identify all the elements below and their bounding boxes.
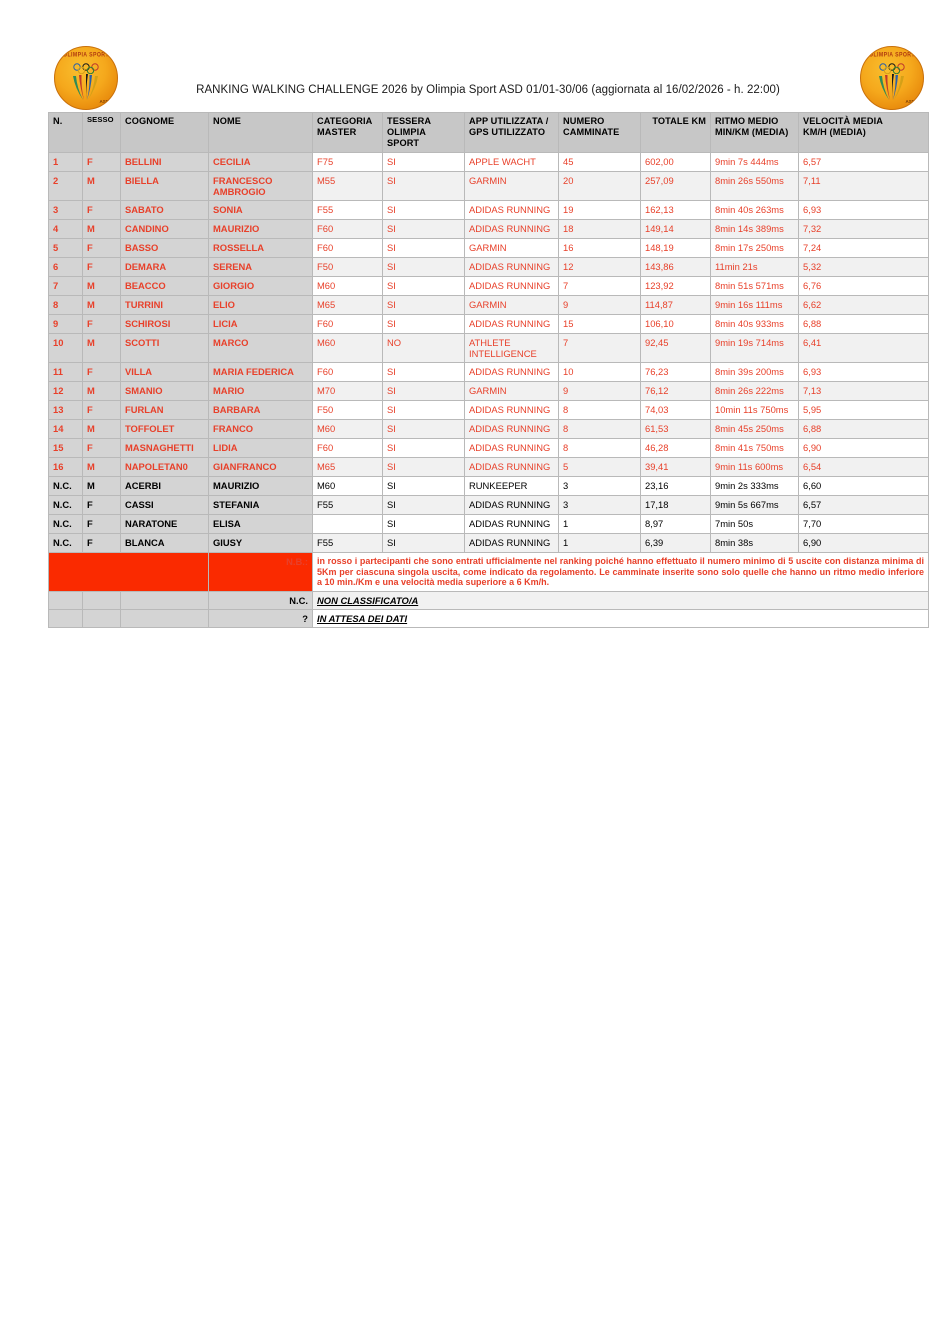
cell-vel: 6,93 xyxy=(799,200,929,219)
column-header-n: N. xyxy=(49,113,83,153)
cell-vel: 6,90 xyxy=(799,438,929,457)
cell-ritmo: 8min 45s 250ms xyxy=(711,419,799,438)
cell-n: 2 xyxy=(49,171,83,200)
cell-tessera: SI xyxy=(383,438,465,457)
legend-value-nc: NON CLASSIFICATO/A xyxy=(313,591,929,609)
cell-totkm: 143,86 xyxy=(641,257,711,276)
cell-sesso: M xyxy=(83,276,121,295)
cell-numcam: 9 xyxy=(559,381,641,400)
cell-nome: GIORGIO xyxy=(209,276,313,295)
table-row xyxy=(49,400,929,419)
cell-ritmo: 9min 5s 667ms xyxy=(711,495,799,514)
table-row xyxy=(49,276,929,295)
cell-vel: 7,70 xyxy=(799,514,929,533)
cell-tessera: SI xyxy=(383,314,465,333)
cell-totkm: 114,87 xyxy=(641,295,711,314)
table-row xyxy=(49,533,929,552)
cell-totkm: 602,00 xyxy=(641,152,711,171)
cell-cat: M55 xyxy=(313,171,383,200)
cell-app: GARMIN xyxy=(465,238,559,257)
cell-cognome: TOFFOLET xyxy=(121,419,209,438)
cell-sesso: F xyxy=(83,533,121,552)
cell-cognome: NAPOLETAN0 xyxy=(121,457,209,476)
cell-ritmo: 8min 51s 571ms xyxy=(711,276,799,295)
cell-n: 10 xyxy=(49,333,83,362)
cell-app: GARMIN xyxy=(465,171,559,200)
cell-cognome: FURLAN xyxy=(121,400,209,419)
cell-numcam: 5 xyxy=(559,457,641,476)
column-header-cognome: COGNOME xyxy=(121,113,209,153)
cell-totkm: 149,14 xyxy=(641,219,711,238)
column-header-line1: NUMERO xyxy=(563,116,605,126)
table-row xyxy=(49,438,929,457)
table-row xyxy=(49,457,929,476)
cell-numcam: 18 xyxy=(559,219,641,238)
cell-n: 13 xyxy=(49,400,83,419)
cell-app: ADIDAS RUNNING xyxy=(465,457,559,476)
cell-cognome: SCOTTI xyxy=(121,333,209,362)
column-header-velocita-media xyxy=(799,113,929,153)
legend-row-pending xyxy=(49,609,929,627)
cell-cat xyxy=(313,514,383,533)
cell-cat: M60 xyxy=(313,276,383,295)
logo-ring-text: OLIMPIA SPORT xyxy=(63,51,109,59)
table-row xyxy=(49,219,929,238)
cell-numcam: 7 xyxy=(559,333,641,362)
cell-n: 7 xyxy=(49,276,83,295)
cell-cognome: SMANIO xyxy=(121,381,209,400)
olimpia-sport-logo-right xyxy=(860,46,924,110)
cell-sesso: F xyxy=(83,514,121,533)
cell-vel: 6,88 xyxy=(799,314,929,333)
table-row xyxy=(49,152,929,171)
legend-key-pending: ? xyxy=(209,609,313,627)
cell-sesso: M xyxy=(83,295,121,314)
cell-nome: GIANFRANCO xyxy=(209,457,313,476)
cell-ritmo: 8min 26s 222ms xyxy=(711,381,799,400)
legend-spacer xyxy=(83,609,121,627)
cell-cat: F75 xyxy=(313,152,383,171)
cell-n: N.C. xyxy=(49,495,83,514)
column-header-totale-km: TOTALE KM xyxy=(641,113,711,153)
cell-numcam: 12 xyxy=(559,257,641,276)
table-row xyxy=(49,514,929,533)
cell-nome: MARIO xyxy=(209,381,313,400)
cell-app: ATHLETE INTELLIGENCE xyxy=(465,333,559,362)
cell-totkm: 76,23 xyxy=(641,362,711,381)
column-header-line1: TESSERA xyxy=(387,116,432,126)
cell-vel: 6,41 xyxy=(799,333,929,362)
document-header xyxy=(48,44,928,110)
column-header-line2: OLIMPIA SPORT xyxy=(387,126,426,148)
cell-nome: SERENA xyxy=(209,257,313,276)
column-header-categoria-master xyxy=(313,113,383,153)
cell-cat: F60 xyxy=(313,219,383,238)
cell-ritmo: 8min 38s xyxy=(711,533,799,552)
cell-sesso: M xyxy=(83,457,121,476)
cell-cognome: BLANCA xyxy=(121,533,209,552)
cell-nome: ROSSELLA xyxy=(209,238,313,257)
cell-cognome: SCHIROSI xyxy=(121,314,209,333)
cell-ritmo: 9min 19s 714ms xyxy=(711,333,799,362)
cell-nome: FRANCESCO AMBROGIO xyxy=(209,171,313,200)
cell-cat: M60 xyxy=(313,333,383,362)
cell-tessera: SI xyxy=(383,219,465,238)
cell-cat: F55 xyxy=(313,533,383,552)
olympic-rings-icon xyxy=(877,63,907,74)
note-text: in rosso i partecipanti che sono entrati ufficialmente nel ranking poiché hanno effettuato il numero minimo di 5 uscite con distanza minima di 5Km per ciascuna singola uscita, come indicato da regolamento. Le camminate inserite sono solo quelle che hanno un ritmo medio inferiore a 10 min./Km e una velocità media superiore a 6 Km/h. xyxy=(313,552,929,591)
cell-app: ADIDAS RUNNING xyxy=(465,219,559,238)
cell-cat: F60 xyxy=(313,238,383,257)
cell-vel: 7,32 xyxy=(799,219,929,238)
table-row xyxy=(49,200,929,219)
cell-app: ADIDAS RUNNING xyxy=(465,400,559,419)
cell-totkm: 17,18 xyxy=(641,495,711,514)
cell-cat: F50 xyxy=(313,400,383,419)
table-row xyxy=(49,495,929,514)
cell-tessera: SI xyxy=(383,152,465,171)
cell-app: ADIDAS RUNNING xyxy=(465,514,559,533)
cell-app: ADIDAS RUNNING xyxy=(465,419,559,438)
cell-cognome: BIELLA xyxy=(121,171,209,200)
cell-vel: 6,62 xyxy=(799,295,929,314)
cell-ritmo: 8min 14s 389ms xyxy=(711,219,799,238)
table-row xyxy=(49,476,929,495)
cell-numcam: 20 xyxy=(559,171,641,200)
column-header-app-gps xyxy=(465,113,559,153)
cell-cat: M65 xyxy=(313,295,383,314)
cell-vel: 6,76 xyxy=(799,276,929,295)
cell-totkm: 6,39 xyxy=(641,533,711,552)
column-header-line1: RITMO MEDIO xyxy=(715,116,779,126)
page-title: RANKING WALKING CHALLENGE 2026 by Olimpia Sport ASD 01/01-30/06 (aggiornata al 16/02/2026 - h. 22:00) xyxy=(196,84,780,96)
column-header-sesso: SESSO xyxy=(83,113,121,153)
legend-spacer xyxy=(83,591,121,609)
cell-cognome: NARATONE xyxy=(121,514,209,533)
cell-n: 14 xyxy=(49,419,83,438)
table-row xyxy=(49,295,929,314)
table-row xyxy=(49,257,929,276)
cell-totkm: 74,03 xyxy=(641,400,711,419)
cell-cognome: BELLINI xyxy=(121,152,209,171)
cell-numcam: 8 xyxy=(559,438,641,457)
cell-sesso: M xyxy=(83,171,121,200)
cell-ritmo: 8min 39s 200ms xyxy=(711,362,799,381)
cell-n: 15 xyxy=(49,438,83,457)
cell-numcam: 7 xyxy=(559,276,641,295)
cell-n: 1 xyxy=(49,152,83,171)
cell-vel: 6,93 xyxy=(799,362,929,381)
cell-nome: MARIA FEDERICA xyxy=(209,362,313,381)
cell-ritmo: 8min 26s 550ms xyxy=(711,171,799,200)
table-row xyxy=(49,333,929,362)
ranking-table xyxy=(48,112,929,628)
legend-key-nc: N.C. xyxy=(209,591,313,609)
cell-n: 5 xyxy=(49,238,83,257)
cell-vel: 7,24 xyxy=(799,238,929,257)
cell-numcam: 8 xyxy=(559,419,641,438)
cell-vel: 7,11 xyxy=(799,171,929,200)
cell-tessera: SI xyxy=(383,495,465,514)
cell-ritmo: 11min 21s xyxy=(711,257,799,276)
cell-cat: F55 xyxy=(313,200,383,219)
cell-numcam: 9 xyxy=(559,295,641,314)
table-row xyxy=(49,362,929,381)
cell-tessera: SI xyxy=(383,295,465,314)
cell-numcam: 3 xyxy=(559,495,641,514)
cell-totkm: 123,92 xyxy=(641,276,711,295)
cell-ritmo: 9min 16s 111ms xyxy=(711,295,799,314)
cell-tessera: SI xyxy=(383,257,465,276)
cell-tessera: SI xyxy=(383,362,465,381)
cell-numcam: 8 xyxy=(559,400,641,419)
cell-totkm: 39,41 xyxy=(641,457,711,476)
table-body xyxy=(49,152,929,552)
column-header-line2: MIN/KM (MEDIA) xyxy=(715,126,789,137)
cell-cat: M70 xyxy=(313,381,383,400)
olympic-rings-icon xyxy=(71,63,101,74)
note-red-block xyxy=(49,552,209,591)
cell-cognome: SABATO xyxy=(121,200,209,219)
cell-sesso: M xyxy=(83,419,121,438)
cell-cognome: DEMARA xyxy=(121,257,209,276)
cell-totkm: 46,28 xyxy=(641,438,711,457)
cell-nome: STEFANIA xyxy=(209,495,313,514)
cell-nome: MARCO xyxy=(209,333,313,362)
table-row xyxy=(49,171,929,200)
cell-ritmo: 8min 41s 750ms xyxy=(711,438,799,457)
cell-n: 9 xyxy=(49,314,83,333)
cell-cognome: TURRINI xyxy=(121,295,209,314)
cell-cat: M60 xyxy=(313,476,383,495)
cell-tessera: SI xyxy=(383,276,465,295)
legend-spacer xyxy=(121,591,209,609)
column-header-nome: NOME xyxy=(209,113,313,153)
column-header-tessera-olimpia-sport xyxy=(383,113,465,153)
cell-nome: FRANCO xyxy=(209,419,313,438)
cell-vel: 6,57 xyxy=(799,495,929,514)
column-header-line2: MASTER xyxy=(317,126,357,137)
cell-cognome: CANDINO xyxy=(121,219,209,238)
cell-n: 6 xyxy=(49,257,83,276)
olimpia-sport-logo-left xyxy=(54,46,118,110)
cell-n: N.C. xyxy=(49,514,83,533)
cell-vel: 6,88 xyxy=(799,419,929,438)
cell-tessera: SI xyxy=(383,514,465,533)
cell-cat: F60 xyxy=(313,314,383,333)
cell-tessera: SI xyxy=(383,238,465,257)
cell-n: 4 xyxy=(49,219,83,238)
table-row xyxy=(49,381,929,400)
legend-spacer xyxy=(49,591,83,609)
cell-sesso: F xyxy=(83,152,121,171)
cell-app: ADIDAS RUNNING xyxy=(465,362,559,381)
cell-tessera: SI xyxy=(383,419,465,438)
cell-tessera: SI xyxy=(383,200,465,219)
cell-tessera: SI xyxy=(383,171,465,200)
legend-row-nc xyxy=(49,591,929,609)
cell-ritmo: 9min 2s 333ms xyxy=(711,476,799,495)
cell-numcam: 3 xyxy=(559,476,641,495)
cell-totkm: 257,09 xyxy=(641,171,711,200)
column-header-line2: KM/H (MEDIA) xyxy=(803,126,866,137)
cell-tessera: SI xyxy=(383,381,465,400)
cell-vel: 6,90 xyxy=(799,533,929,552)
cell-app: ADIDAS RUNNING xyxy=(465,495,559,514)
cell-n: 11 xyxy=(49,362,83,381)
cell-cognome: ACERBI xyxy=(121,476,209,495)
cell-totkm: 148,19 xyxy=(641,238,711,257)
column-header-ritmo-medio xyxy=(711,113,799,153)
cell-totkm: 61,53 xyxy=(641,419,711,438)
table-footer xyxy=(49,552,929,627)
cell-nome: BARBARA xyxy=(209,400,313,419)
cell-nome: LICIA xyxy=(209,314,313,333)
cell-sesso: F xyxy=(83,438,121,457)
cell-numcam: 15 xyxy=(559,314,641,333)
cell-ritmo: 9min 11s 600ms xyxy=(711,457,799,476)
legend-value-pending: IN ATTESA DEI DATI xyxy=(313,609,929,627)
cell-nome: SONIA xyxy=(209,200,313,219)
cell-sesso: F xyxy=(83,200,121,219)
cell-sesso: F xyxy=(83,238,121,257)
cell-nome: GIUSY xyxy=(209,533,313,552)
cell-tessera: SI xyxy=(383,476,465,495)
table-row xyxy=(49,419,929,438)
cell-totkm: 8,97 xyxy=(641,514,711,533)
cell-ritmo: 8min 17s 250ms xyxy=(711,238,799,257)
cell-sesso: M xyxy=(83,381,121,400)
cell-totkm: 92,45 xyxy=(641,333,711,362)
cell-n: 3 xyxy=(49,200,83,219)
column-header-numero-camminate xyxy=(559,113,641,153)
note-label: N.B.: xyxy=(209,552,313,591)
cell-app: RUNKEEPER xyxy=(465,476,559,495)
cell-vel: 7,13 xyxy=(799,381,929,400)
cell-totkm: 162,13 xyxy=(641,200,711,219)
cell-app: ADIDAS RUNNING xyxy=(465,257,559,276)
cell-cognome: CASSI xyxy=(121,495,209,514)
cell-n: N.C. xyxy=(49,533,83,552)
ranking-table-container xyxy=(48,112,928,628)
cell-vel: 5,95 xyxy=(799,400,929,419)
cell-nome: ELISA xyxy=(209,514,313,533)
cell-cat: M65 xyxy=(313,457,383,476)
cell-cognome: BEACCO xyxy=(121,276,209,295)
cell-tessera: NO xyxy=(383,333,465,362)
cell-vel: 6,57 xyxy=(799,152,929,171)
cell-numcam: 10 xyxy=(559,362,641,381)
cell-n: 8 xyxy=(49,295,83,314)
cell-cat: F60 xyxy=(313,362,383,381)
cell-ritmo: 10min 11s 750ms xyxy=(711,400,799,419)
column-header-line1: APP UTILIZZATA / xyxy=(469,116,549,126)
cell-numcam: 1 xyxy=(559,533,641,552)
cell-app: ADIDAS RUNNING xyxy=(465,276,559,295)
cell-nome: MAURIZIO xyxy=(209,219,313,238)
column-header-line2: GPS UTILIZZATO xyxy=(469,126,546,137)
cell-numcam: 16 xyxy=(559,238,641,257)
cell-cognome: MASNAGHETTI xyxy=(121,438,209,457)
column-header-line1: CATEGORIA xyxy=(317,116,373,126)
cell-nome: ELIO xyxy=(209,295,313,314)
cell-sesso: F xyxy=(83,314,121,333)
cell-tessera: SI xyxy=(383,533,465,552)
column-header-line2: CAMMINATE xyxy=(563,126,620,137)
cell-cat: F55 xyxy=(313,495,383,514)
cell-cat: F50 xyxy=(313,257,383,276)
cell-nome: MAURIZIO xyxy=(209,476,313,495)
cell-nome: CECILIA xyxy=(209,152,313,171)
note-row xyxy=(49,552,929,591)
logo-tag: ASD xyxy=(905,99,915,104)
cell-sesso: M xyxy=(83,476,121,495)
cell-numcam: 1 xyxy=(559,514,641,533)
cell-nome: LIDIA xyxy=(209,438,313,457)
cell-sesso: M xyxy=(83,333,121,362)
cell-ritmo: 7min 50s xyxy=(711,514,799,533)
cell-n: 12 xyxy=(49,381,83,400)
cell-ritmo: 8min 40s 263ms xyxy=(711,200,799,219)
cell-app: GARMIN xyxy=(465,381,559,400)
table-header xyxy=(49,113,929,153)
cell-n: N.C. xyxy=(49,476,83,495)
cell-cat: F60 xyxy=(313,438,383,457)
cell-numcam: 45 xyxy=(559,152,641,171)
cell-cognome: VILLA xyxy=(121,362,209,381)
cell-sesso: F xyxy=(83,400,121,419)
cell-totkm: 23,16 xyxy=(641,476,711,495)
cell-vel: 5,32 xyxy=(799,257,929,276)
column-header-line1: VELOCITÀ MEDIA xyxy=(803,116,884,126)
cell-vel: 6,54 xyxy=(799,457,929,476)
legend-spacer xyxy=(49,609,83,627)
cell-sesso: F xyxy=(83,362,121,381)
logo-tag: ASD xyxy=(99,99,109,104)
cell-sesso: F xyxy=(83,257,121,276)
cell-cat: M60 xyxy=(313,419,383,438)
cell-n: 16 xyxy=(49,457,83,476)
cell-tessera: SI xyxy=(383,457,465,476)
table-header-row xyxy=(49,113,929,153)
cell-totkm: 106,10 xyxy=(641,314,711,333)
cell-vel: 6,60 xyxy=(799,476,929,495)
cell-app: ADIDAS RUNNING xyxy=(465,438,559,457)
cell-app: ADIDAS RUNNING xyxy=(465,314,559,333)
table-row xyxy=(49,314,929,333)
cell-app: GARMIN xyxy=(465,295,559,314)
cell-cognome: BASSO xyxy=(121,238,209,257)
cell-sesso: F xyxy=(83,495,121,514)
cell-sesso: M xyxy=(83,219,121,238)
cell-totkm: 76,12 xyxy=(641,381,711,400)
cell-app: ADIDAS RUNNING xyxy=(465,533,559,552)
cell-ritmo: 8min 40s 933ms xyxy=(711,314,799,333)
cell-tessera: SI xyxy=(383,400,465,419)
cell-app: APPLE WACHT xyxy=(465,152,559,171)
cell-ritmo: 9min 7s 444ms xyxy=(711,152,799,171)
legend-spacer xyxy=(121,609,209,627)
cell-app: ADIDAS RUNNING xyxy=(465,200,559,219)
logo-ring-text: OLIMPIA SPORT xyxy=(869,51,915,59)
cell-numcam: 19 xyxy=(559,200,641,219)
table-row xyxy=(49,238,929,257)
